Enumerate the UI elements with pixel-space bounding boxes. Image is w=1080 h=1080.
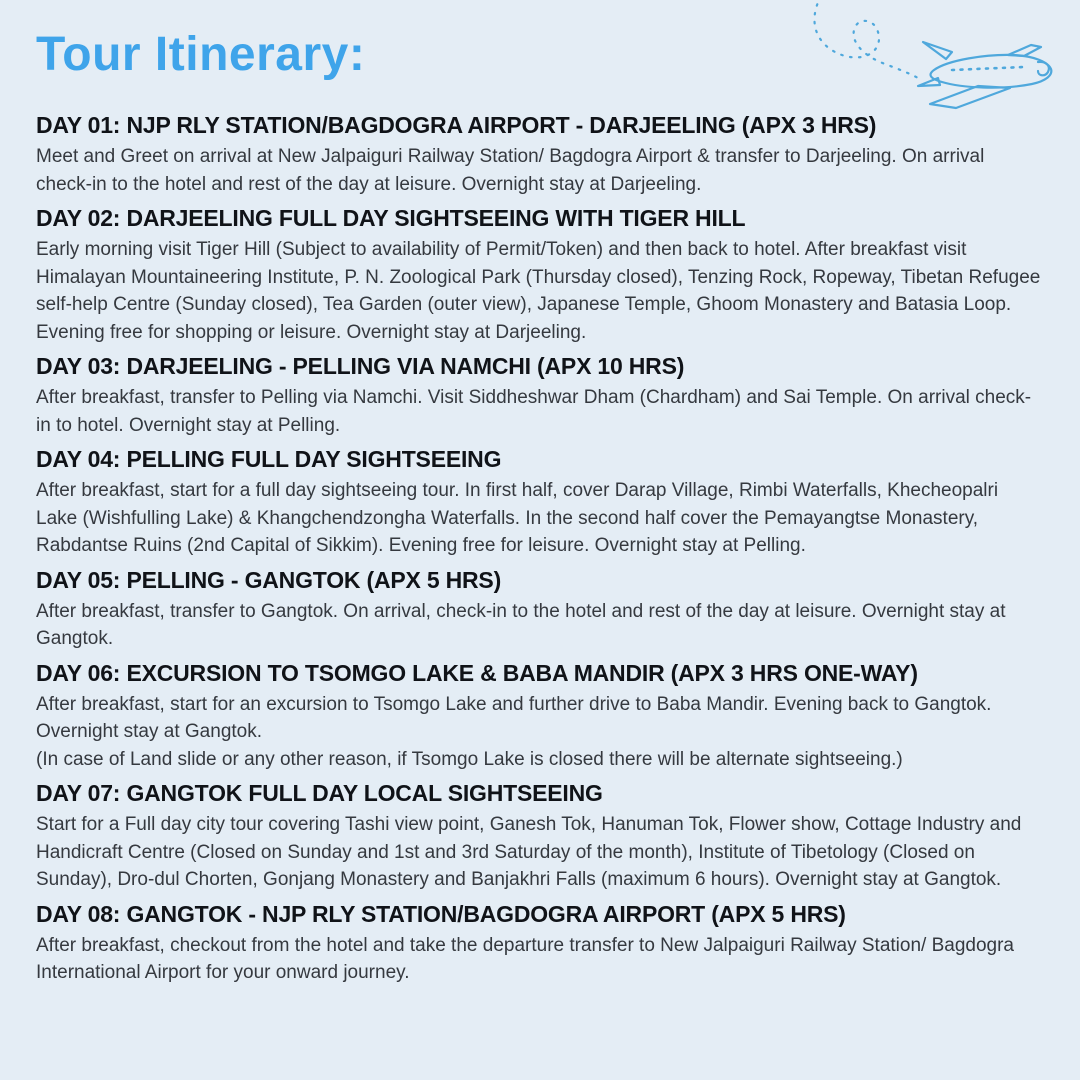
day-section-04	[36, 446, 1044, 560]
day-03-description: After breakfast, transfer to Pelling via Namchi. Visit Siddheshwar Dham (Chardham) and Sai Temple. On arrival check-in to hotel. Overnight stay at Pelling.	[36, 387, 1032, 436]
day-05-description: After breakfast, transfer to Gangtok. On arrival, check-in to the hotel and rest of the day at leisure. Overnight stay at Gangtok.	[36, 600, 1006, 649]
day-03-heading: DAY 03: DARJEELING - PELLING VIA NAMCHI (APX 10 HRS)	[36, 353, 685, 379]
day-01-heading: DAY 01: NJP RLY STATION/BAGDOGRA AIRPORT - DARJEELING (APX 3 HRS)	[36, 112, 877, 138]
day-06-heading: DAY 06: EXCURSION TO TSOMGO LAKE & BABA MANDIR (APX 3 HRS ONE-WAY)	[36, 659, 918, 686]
day-07-description: Start for a Full day city tour covering Tashi view point, Ganesh Tok, Hanuman Tok, Flower show, Cottage Industry and Handicraft Centre (Closed on Sunday and 1st and 3rd Saturday of the month), Institute of Tibetology (Closed on Sunday), Dro-dul Chorten, Gonjang Monastery and Banjakhri Falls (maximum 6 hours). Overnight stay at Gangtok.	[36, 814, 1022, 890]
day-section-08	[36, 901, 1044, 987]
day-section-03	[36, 353, 1044, 439]
day-section-02	[36, 205, 1044, 346]
day-06-note: (In case of Land slide or any other reason, if Tsomgo Lake is closed there will be alternate sightseeing.)	[36, 748, 903, 770]
day-04-heading: DAY 04: PELLING FULL DAY SIGHTSEEING	[36, 446, 502, 472]
day-06-description: After breakfast, start for an excursion to Tsomgo Lake and further drive to Baba Mandir. Evening back to Gangtok. Overnight stay at Gangtok.	[36, 693, 992, 742]
day-section-01	[36, 112, 1044, 198]
day-08-heading: DAY 08: GANGTOK - NJP RLY STATION/BAGDOGRA AIRPORT (APX 5 HRS)	[36, 900, 846, 927]
day-section-07	[36, 780, 1044, 894]
day-04-description: After breakfast, start for a full day sightseeing tour. In first half, cover Darap Village, Rimbi Waterfalls, Khecheopalri Lake (Wishfulling Lake) & Khangchendzongha Waterfalls. In the second half cover the Pemayangtse Monastery, Rabdantse Ruins (2nd Capital of Sikkim). Evening free for leisure. Overnight stay at Pelling.	[36, 480, 999, 556]
day-section-05	[36, 567, 1044, 653]
day-section-06	[36, 660, 1044, 774]
day-08-description: After breakfast, checkout from the hotel and take the departure transfer to New Jalpaiguri Railway Station/ Bagdogra International Airport for your onward journey.	[36, 934, 1014, 983]
day-07-heading: DAY 07: GANGTOK FULL DAY LOCAL SIGHTSEEING	[36, 780, 603, 806]
day-02-description: Early morning visit Tiger Hill (Subject to availability of Permit/Token) and then back to hotel. After breakfast visit Himalayan Mountaineering Institute, P. N. Zoological Park (Thursday closed), Tenzing Rock, Ropeway, Tibetan Refugee self-help Centre (Sunday closed), Tea Garden (outer view), Japanese Temple, Ghoom Monastery and Batasia Loop. Evening free for shopping or leisure. Overnight stay at Darjeeling.	[36, 239, 1041, 343]
day-01-description: Meet and Greet on arrival at New Jalpaiguri Railway Station/ Bagdogra Airport & transfer to Darjeeling. On arrival check-in to the hotel and rest of the day at leisure. Overnight stay at Darjeeling.	[36, 146, 985, 195]
page-title: Tour Itinerary:	[36, 28, 366, 81]
day-02-heading: DAY 02: DARJEELING FULL DAY SIGHTSEEING WITH TIGER HILL	[36, 205, 746, 231]
day-05-heading: DAY 05: PELLING - GANGTOK (APX 5 HRS)	[36, 566, 502, 593]
